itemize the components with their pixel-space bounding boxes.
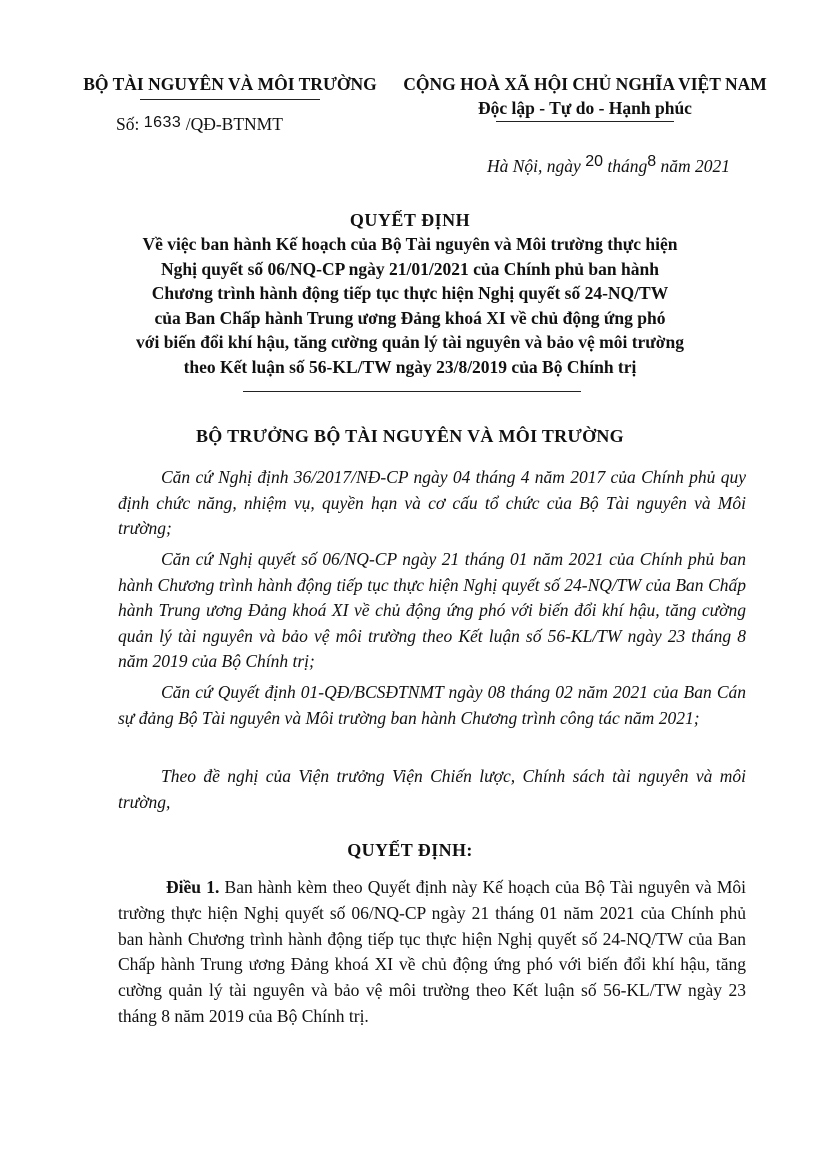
decision-heading: QUYẾT ĐỊNH: bbox=[347, 840, 473, 860]
article-1-label: Điều 1. bbox=[166, 877, 220, 897]
date-month-label: tháng bbox=[603, 156, 648, 176]
legal-basis-paragraph: Căn cứ Quyết định 01-QĐ/BCSĐTNMT ngày 08 tháng 02 năm 2021 của Ban Cán sự đảng Bộ Tài nguyên và Môi trường ban hành Chương trình công tác năm 2021; bbox=[118, 682, 746, 728]
issuing-authority-block bbox=[70, 74, 390, 100]
national-title: CỘNG HOÀ XÃ HỘI CHỦ NGHĨA VIỆT NAM bbox=[403, 74, 767, 94]
issue-date bbox=[487, 153, 731, 177]
national-title-block bbox=[392, 74, 778, 122]
legal-basis-paragraph: Căn cứ Nghị quyết số 06/NQ-CP ngày 21 tháng 01 năm 2021 của Chính phủ ban hành Chương trình hành động tiếp tục thực hiện Nghị quyết số 24-NQ/TW của Ban Chấp hành Trung ương Đảng khoá XI về chủ động ứng phó với biến đổi khí hậu, tăng cường quản lý tài nguyên và bảo vệ môi trường theo Kết luận số 56-KL/TW ngày 23 tháng 8 năm 2019 của Bộ Chính trị; bbox=[118, 549, 746, 671]
legal-basis-paragraph: Căn cứ Nghị định 36/2017/NĐ-CP ngày 04 tháng 4 năm 2017 của Chính phủ quy định chức năng, nhiệm vụ, quyền hạn và cơ cấu tổ chức của Bộ Tài nguyên và Môi trường; bbox=[118, 467, 746, 538]
document-number bbox=[116, 114, 283, 135]
subject-line: của Ban Chấp hành Trung ương Đảng khoá XI về chủ động ứng phó bbox=[154, 307, 666, 328]
number-prefix: Số: bbox=[116, 114, 144, 134]
date-year: năm 2021 bbox=[656, 156, 731, 176]
date-day-handwritten: 20 bbox=[585, 153, 603, 170]
number-handwritten: 1633 bbox=[143, 114, 182, 131]
date-month-handwritten: 8 bbox=[647, 153, 657, 170]
subject-line: theo Kết luận số 56-KL/TW ngày 23/8/2019 của Bộ Chính trị bbox=[183, 356, 637, 377]
subject-line: Về việc ban hành Kế hoạch của Bộ Tài nguyên và Môi trường thực hiện bbox=[142, 234, 678, 254]
article-1-text: Ban hành kèm theo Quyết định này Kế hoạch của Bộ Tài nguyên và Môi trường thực hiện Nghị quyết số 06/NQ-CP ngày 21 tháng 01 năm 2021 của Chính phủ ban hành Chương trình hành động tiếp tục thực hiện Nghị quyết số 24-NQ/TW của Ban Chấp hành Trung ương Đảng khoá XI về chủ động ứng phó với biến đổi khí hậu, tăng cường quản lý tài nguyên và bảo vệ môi trường theo Kết luận số 56-KL/TW ngày 23 tháng 8 năm 2019 của Bộ Chính trị. bbox=[118, 877, 746, 1026]
ministry-underline bbox=[140, 99, 320, 100]
subject-line: Nghị quyết số 06/NQ-CP ngày 21/01/2021 của Chính phủ ban hành bbox=[161, 258, 659, 279]
document-type-heading: QUYẾT ĐỊNH bbox=[349, 210, 471, 230]
motto-underline bbox=[496, 121, 674, 122]
legal-basis-paragraph: Theo đề nghị của Viện trưởng Viện Chiến lược, Chính sách tài nguyên và môi trường, bbox=[118, 766, 746, 812]
issuing-ministry: BỘ TÀI NGUYÊN VÀ MÔI TRƯỜNG bbox=[83, 74, 377, 94]
decision-title-block bbox=[60, 208, 760, 379]
article-1-paragraph bbox=[118, 875, 746, 1030]
subject-line: Chương trình hành động tiếp tục thực hiện Nghị quyết số 24-NQ/TW bbox=[151, 283, 669, 303]
date-place-prefix: Hà Nội, ngày bbox=[487, 156, 586, 176]
subject-line: với biến đổi khí hậu, tăng cường quản lý tài nguyên và bảo vệ môi trường bbox=[136, 332, 684, 352]
number-suffix: /QĐ-BTNMT bbox=[181, 114, 283, 134]
national-motto: Độc lập - Tự do - Hạnh phúc bbox=[478, 98, 692, 118]
issuing-official-heading: BỘ TRƯỞNG BỘ TÀI NGUYÊN VÀ MÔI TRƯỜNG bbox=[196, 426, 624, 446]
title-underline bbox=[243, 391, 581, 392]
